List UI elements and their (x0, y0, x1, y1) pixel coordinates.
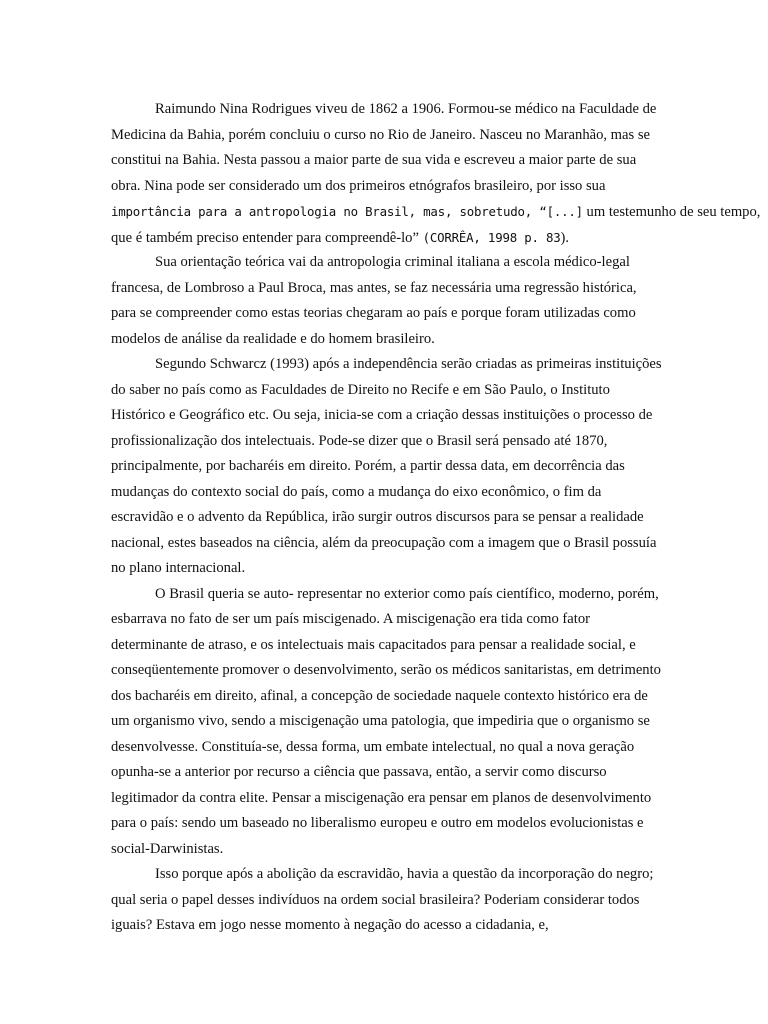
text-line (111, 301, 698, 327)
text-line (111, 378, 698, 404)
text-line (111, 607, 698, 633)
text-segment: O Brasil queria se auto- representar no exterior como país científico, moderno, porém, (155, 585, 659, 602)
text-line (111, 786, 698, 812)
paragraph (111, 862, 698, 939)
text-line (111, 199, 761, 225)
text-line (111, 709, 698, 735)
text-segment: do saber no país como as Faculdades de Direito no Recife e em São Paulo, o Instituto (111, 381, 610, 398)
text-line (111, 225, 698, 251)
document-body (111, 97, 761, 939)
text-line (111, 837, 698, 863)
text-segment: legitimador da contra elite. Pensar a miscigenação era pensar em planos de desenvolvimento (111, 789, 652, 806)
text-line (111, 862, 698, 888)
text-line (111, 531, 698, 557)
text-segment: Sua orientação teórica vai da antropologia criminal italiana a escola médico-legal (155, 254, 630, 270)
text-segment: escravidão e o advento da República, irão surgir outros discursos para se pensar a realidade (111, 509, 644, 525)
text-segment: no plano internacional. (111, 560, 246, 576)
text-line (111, 658, 698, 684)
paragraph (111, 250, 698, 352)
text-segment: um organismo vivo, sendo a miscigenação uma patologia, que impediria que o organismo se (111, 713, 650, 729)
text-segment: determinante de atraso, e os intelectuais mais capacitados para pensar a realidade social, e (111, 636, 636, 653)
text-segment: constitui na Bahia. Nesta passou a maior parte de sua vida e escreveu a maior parte de sua (111, 152, 637, 168)
text-line (111, 505, 698, 531)
text-line (111, 760, 698, 786)
text-segment: ). (560, 229, 570, 246)
text-segment: conseqüentemente promover o desenvolvimento, serão os médicos sanitaristas, em detrimento (111, 662, 661, 678)
text-segment: profissionalização dos intelectuais. Pode-se dizer que o Brasil será pensado até 1870, (111, 432, 608, 449)
text-segment: francesa, de Lombroso a Paul Broca, mas antes, se faz necessária uma regressão histórica, (111, 279, 637, 296)
text-segment: que é também preciso entender para compreendê-lo” (111, 229, 423, 246)
text-line (111, 633, 698, 659)
text-segment: Isso porque após a abolição da escravidão, havia a questão da incorporação do negro; (155, 866, 654, 882)
text-segment: principalmente, por bacharéis em direito. Porém, a partir dessa data, em decorrência das (111, 458, 625, 474)
text-segment: opunha-se a anterior por recurso a ciência que passava, então, a servir como discurso (111, 764, 607, 780)
text-segment: qual seria o papel desses indivíduos na ordem social brasileira? Poderiam considerar todos (111, 891, 640, 908)
text-line (111, 148, 698, 174)
text-line (111, 454, 698, 480)
text-segment: social-Darwinistas. (111, 840, 224, 857)
text-segment: Medicina da Bahia, porém concluiu o curso no Rio de Janeiro. Nasceu no Maranhão, mas se (111, 126, 650, 143)
text-segment: um testemunho de seu tempo, (582, 204, 761, 220)
text-line (111, 403, 698, 429)
text-segment: (CORRÊA, 1998 p. 83 (422, 229, 561, 245)
text-line (111, 913, 698, 939)
text-line (111, 123, 698, 149)
text-segment: nacional, estes baseados na ciência, além da preocupação com a imagem que o Brasil possuía (111, 534, 657, 551)
text-line (111, 327, 698, 353)
paragraph (111, 582, 698, 863)
text-segment: desenvolvesse. Constituía-se, dessa forma, um embate intelectual, no qual a nova geração (111, 738, 635, 755)
paragraph (111, 352, 698, 582)
text-line (111, 684, 698, 710)
text-segment: obra. Nina pode ser considerado um dos primeiros etnógrafos brasileiro, por isso sua (111, 177, 606, 194)
text-segment: para o país: sendo um baseado no liberalismo europeu e outro em modelos evolucionistas e (111, 815, 644, 831)
text-line (111, 429, 698, 455)
text-segment: mudanças do contexto social do país, como a mudança do eixo econômico, o fim da (111, 483, 602, 500)
text-line (111, 480, 698, 506)
text-line (111, 888, 698, 914)
text-line (111, 276, 698, 302)
text-line (111, 811, 698, 837)
paragraph (111, 97, 761, 250)
text-segment: esbarrava no fato de ser um país miscigenado. A miscigenação era tida como fator (111, 611, 590, 627)
text-line (111, 735, 698, 761)
text-line (111, 556, 698, 582)
text-segment: Segundo Schwarcz (1993) após a independência serão criadas as primeiras instituições (155, 356, 662, 372)
text-segment: dos bacharéis em direito, afinal, a concepção de sociedade naquele contexto histórico era de (111, 687, 648, 704)
text-line (111, 582, 698, 608)
text-segment: modelos de análise da realidade e do homem brasileiro. (111, 330, 435, 347)
text-line (111, 352, 698, 378)
text-segment: iguais? Estava em jogo nesse momento à negação do acesso a cidadania, e, (111, 917, 549, 933)
text-segment: para se compreender como estas teorias chegaram ao país e porque foram utilizadas como (111, 305, 636, 321)
text-segment: Histórico e Geográfico etc. Ou seja, inicia-se com a criação dessas instituições o processo de (111, 407, 653, 423)
text-segment: importância para a antropologia no Brasil, mas, sobretudo, “[...] (111, 204, 583, 219)
text-segment: Raimundo Nina Rodrigues viveu de 1862 a 1906. Formou-se médico na Faculdade de (155, 101, 657, 117)
text-line (111, 97, 698, 123)
text-line (111, 174, 698, 200)
text-line (111, 250, 698, 276)
